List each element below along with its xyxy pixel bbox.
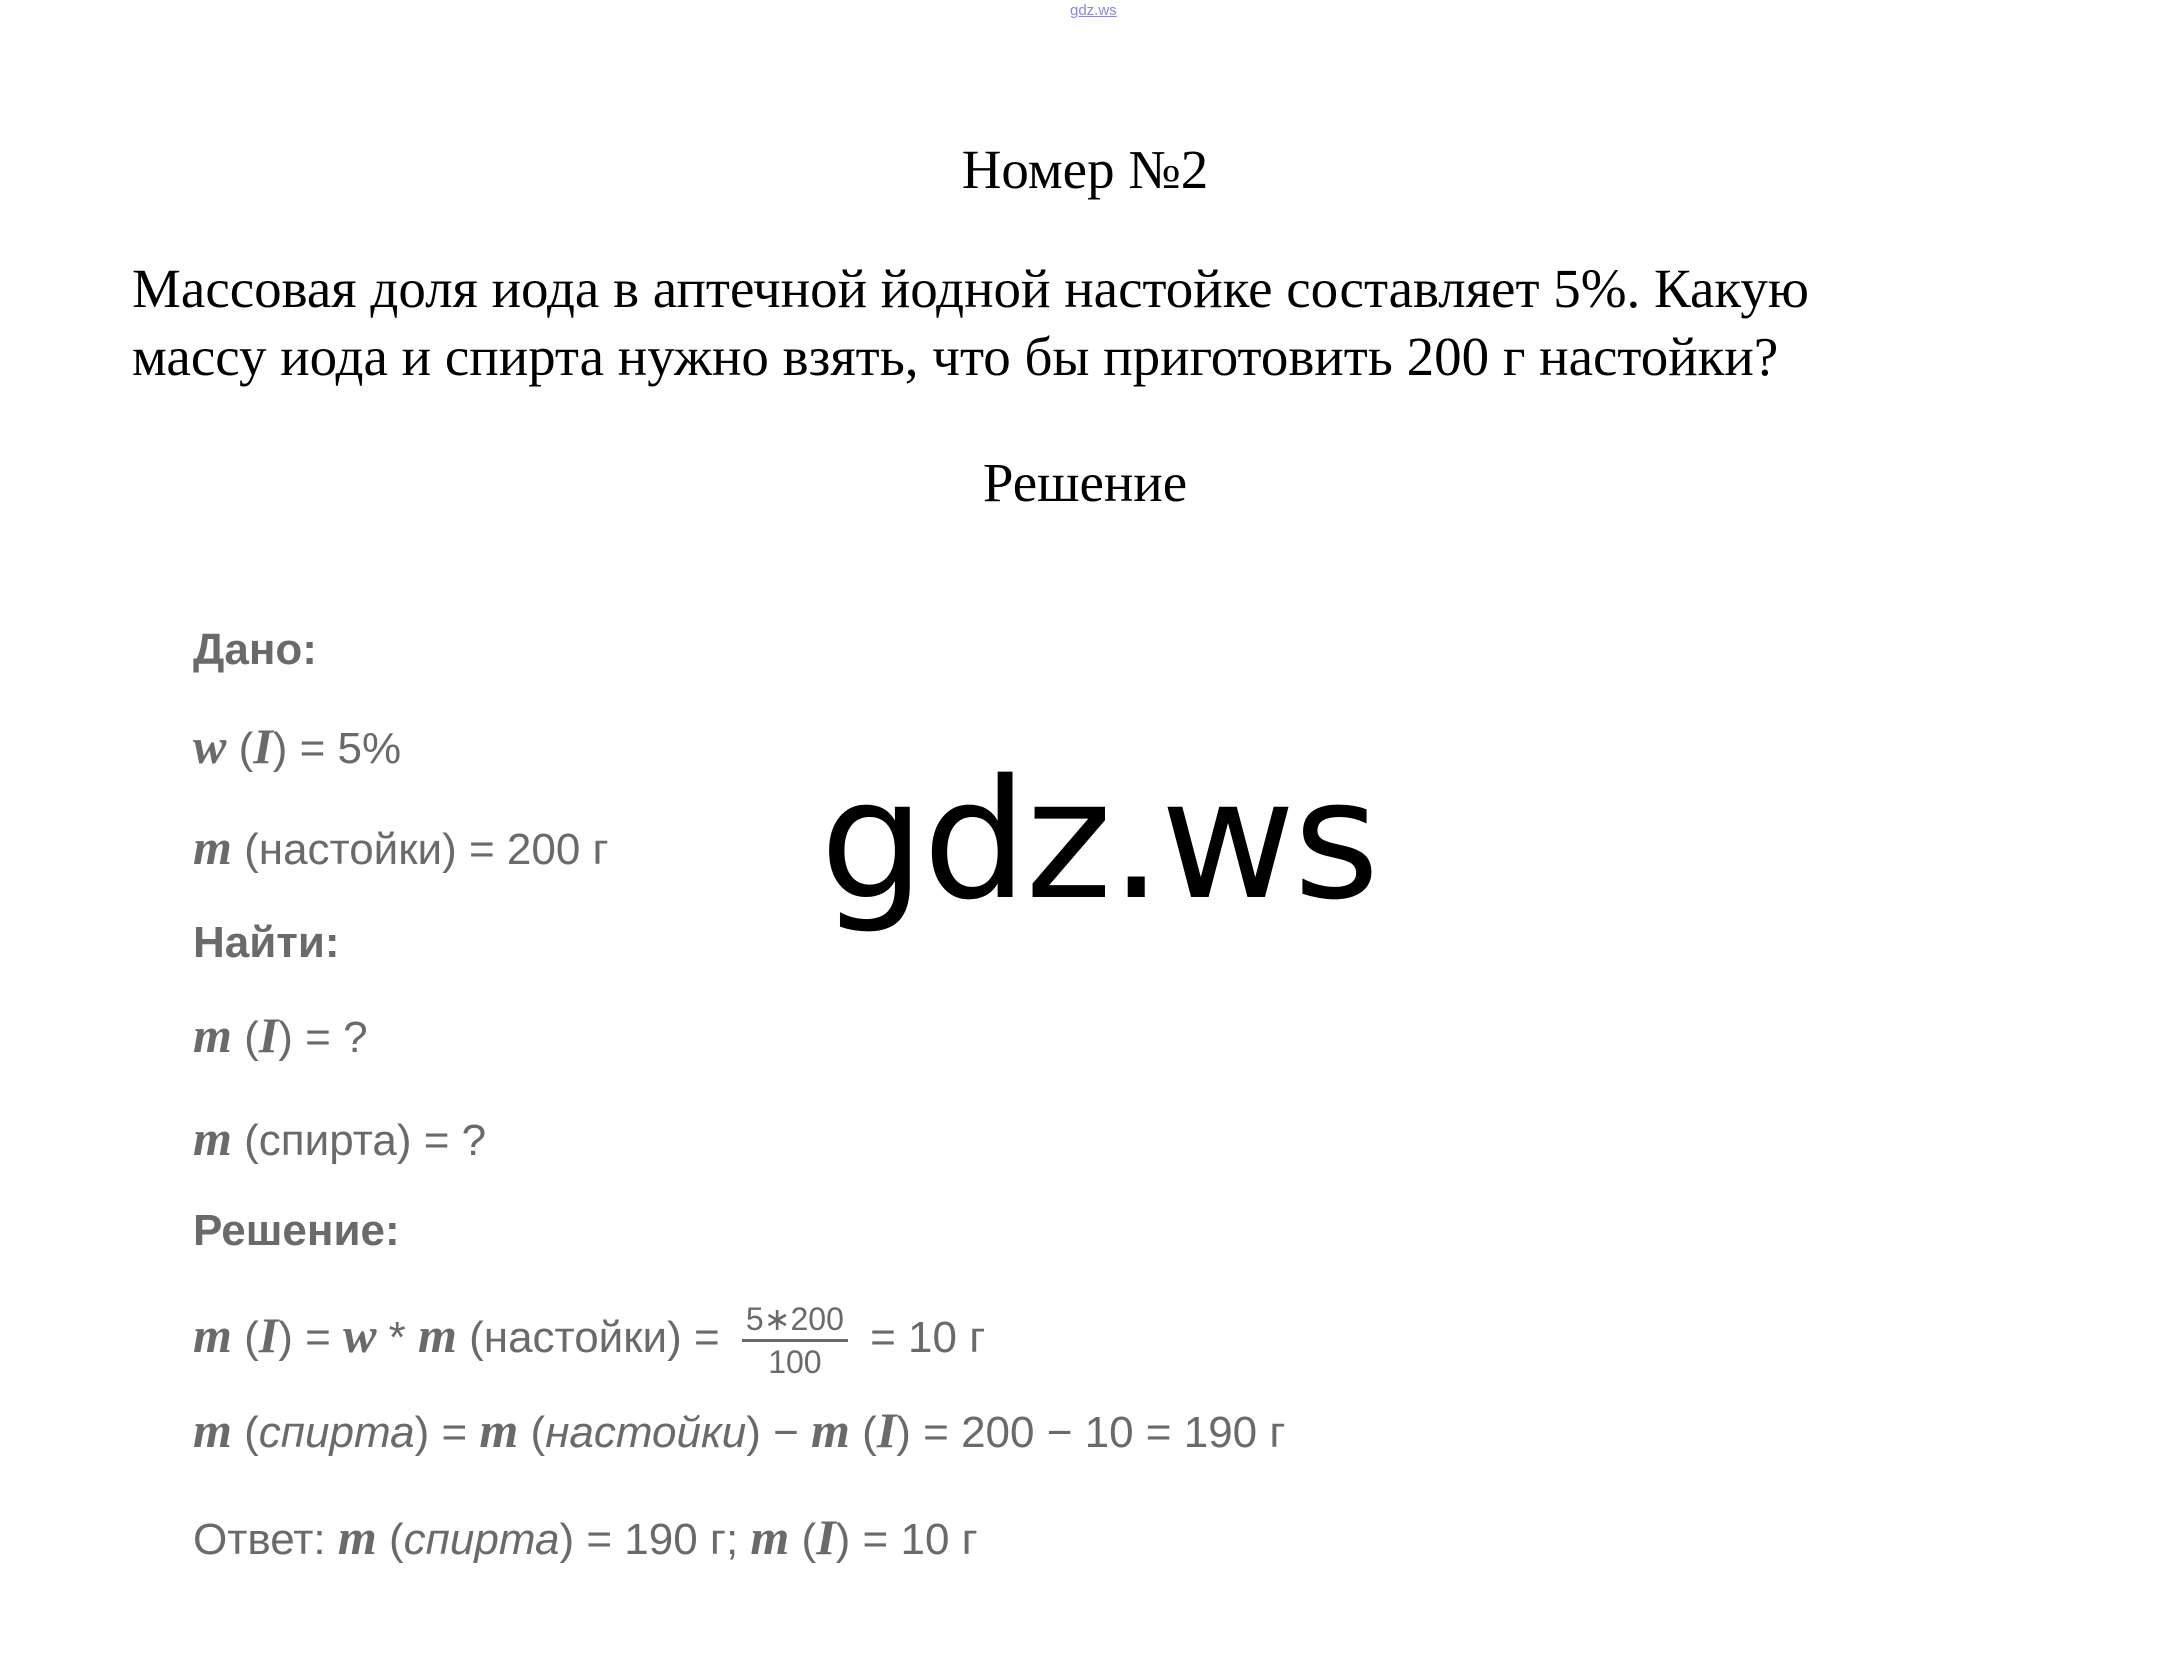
solution-heading: Решение — [982, 452, 1188, 513]
page-title: Номер №2 — [961, 139, 1209, 200]
problem-line-2: массу иода и спирта нужно взять, что бы приготовить 200 г настойки? — [132, 326, 1779, 387]
find-label: Найти: — [193, 918, 340, 967]
calc-iodine-mass: m (I) = w * m (настойки) = $\frac{5∗200}{100}$ = 10 г — [193, 1300, 986, 1380]
find-alcohol-mass: m (спирта) = ? — [193, 1110, 487, 1166]
site-link[interactable]: gdz.ws — [1070, 2, 1117, 19]
answer-line: Ответ: m (спирта) = 190 г; m (I) = 10 г — [193, 1509, 978, 1565]
problem-line-1: Массовая доля иода в аптечной йодной настойке составляет 5%. Какую — [132, 258, 1809, 319]
given-tincture-mass: m (настойки) = 200 г — [193, 819, 609, 875]
problem-statement — [132, 255, 2032, 391]
solution-label: Решение: — [193, 1206, 400, 1255]
given-mass-fraction: w (I) = 5% — [193, 718, 402, 774]
given-label: Дано: — [193, 625, 317, 674]
fraction: $\frac{5∗200}{100}$ — [742, 1299, 848, 1382]
watermark: gdz.ws — [820, 744, 1378, 936]
calc-alcohol-mass: m (спирта) = m (настойки) − m (I) = 200 − 10 = 190 г — [193, 1402, 1286, 1458]
find-iodine-mass: m (I) = ? — [193, 1007, 368, 1063]
